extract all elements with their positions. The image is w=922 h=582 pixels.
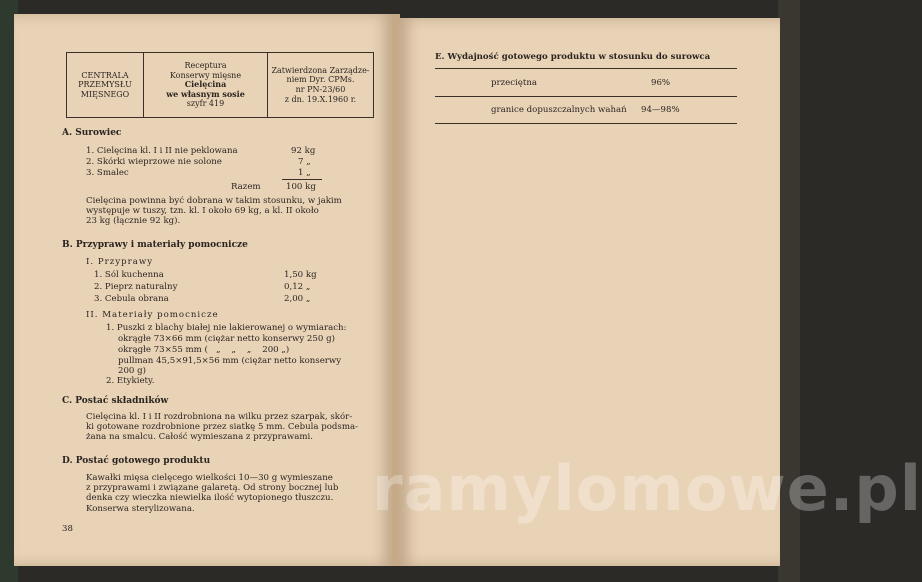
text-line: denka czy wieczka niewielka ilość wytopionego tłuszczu. (86, 493, 334, 504)
spice-value: 1,50 kg (284, 270, 317, 280)
recipe-line: Receptura (184, 61, 227, 71)
spices-subtitle: I. Przyprawy (86, 257, 154, 267)
note-line: Cielęcina powinna być dobrana w takim stosunku, w jakim (86, 196, 342, 206)
yield-label: przeciętna (491, 78, 537, 88)
approval-line: Zatwierdzona Zarządze- (271, 65, 370, 75)
section-e-title: E. Wydajność gotowego produktu w stosunku do surowca (435, 52, 711, 62)
ingredient-label: 3. Smalec (86, 168, 129, 178)
approval-line: nr PN-23/60 (295, 85, 346, 94)
section-a-title: A. Surowiec (62, 128, 122, 138)
ingredient-value: 7 „ (298, 157, 311, 167)
note-line: 23 kg (łącznie 92 kg). (86, 216, 181, 227)
recipe-header-table (66, 52, 374, 118)
org-line: CENTRALA (81, 70, 129, 80)
approval-line: z dn. 19.X.1960 r. (284, 94, 357, 104)
yield-row (435, 69, 737, 96)
total-value: 100 kg (286, 182, 316, 192)
recipe-name: Cielęcina (184, 79, 227, 90)
recipe-code: szyfr 419 (186, 99, 225, 109)
section-d-title: D. Postać gotowego produktu (62, 456, 211, 466)
material-line: okrągłe 73×66 mm (ciężar netto konserwy 250 g) (118, 334, 335, 344)
org-line: MIĘSNEGO (80, 89, 130, 99)
recipe-line: Konserwy mięsne (169, 70, 242, 80)
section-d-text (86, 473, 378, 514)
section-b-title: B. Przyprawy i materiały pomocnicze (62, 240, 248, 250)
total-label: Razem (231, 182, 261, 192)
text-line: Konserwa sterylizowana. (86, 503, 195, 514)
spice-value: 0,12 „ (284, 282, 311, 292)
section-a-note (86, 196, 376, 227)
page-number: 38 (62, 524, 73, 534)
spice-label: 3. Cebula obrana (94, 294, 169, 304)
yield-row (435, 96, 737, 124)
text-line: Cielęcina kl. I i II rozdrobniona na wilku przez szarpak, skór- (86, 412, 353, 422)
materials-subtitle: II. Materiały pomocnicze (86, 310, 219, 320)
text-line: Kawałki mięsa cielęcego wielkości 10—30 g wymieszane (86, 473, 333, 483)
header-org-cell (67, 53, 143, 117)
material-line: 1. Puszki z blachy białej nie lakierowanej o wymiarach: (106, 323, 347, 333)
text-line: żana na smalcu. Całość wymieszana z przyprawami. (86, 432, 314, 443)
ingredient-label: 2. Skórki wieprzowe nie solone (86, 157, 222, 167)
ingredient-value: 1 „ (298, 168, 311, 178)
ingredient-value: 92 kg (291, 146, 316, 156)
yield-table (435, 68, 737, 124)
org-line: PRZEMYSŁU (78, 80, 132, 90)
note-line: występuje w tuszy, tzn. kl. I około 69 kg, a kl. II około (86, 206, 319, 217)
header-approval-cell (267, 53, 373, 117)
text-line: z przyprawami i związane galaretą. Od strony bocznej lub (86, 483, 339, 494)
yield-value: 96% (651, 78, 671, 88)
spice-value: 2,00 „ (284, 294, 311, 304)
recipe-name-2: we własnym sosie (166, 88, 245, 99)
material-line: pullman 45,5×91,5×56 mm (ciężar netto konserwy (118, 356, 342, 366)
watermark: ramylomowe.pl (372, 452, 922, 525)
text-line: ki gotowane rozdrobnione przez siatkę 5 mm. Cebula podsma- (86, 422, 358, 433)
ingredient-label: 1. Cielęcina kl. I i II nie peklowana (86, 146, 238, 156)
material-line: 200 g) (118, 366, 146, 376)
header-recipe-cell (143, 53, 267, 117)
material-line: 2. Etykiety. (106, 376, 155, 386)
yield-value: 94—98% (641, 105, 680, 115)
spice-label: 2. Pieprz naturalny (94, 282, 178, 292)
approval-line: niem Dyr. CPMs. (286, 75, 355, 85)
material-line: okrągłe 73×55 mm ( „ „ „ 200 „) (118, 345, 290, 355)
section-c-title: C. Postać składników (62, 396, 169, 406)
section-c-text (86, 412, 378, 443)
total-rule (282, 179, 322, 180)
spice-label: 1. Sól kuchenna (94, 270, 164, 280)
yield-label: granice dopuszczalnych wahań (491, 105, 627, 115)
